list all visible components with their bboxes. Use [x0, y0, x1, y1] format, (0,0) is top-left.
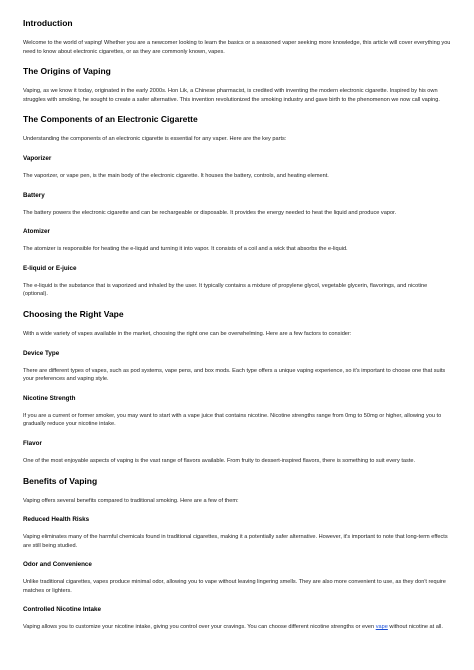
intro-heading: Introduction [23, 18, 73, 28]
device-heading: Device Type [23, 349, 60, 357]
control-heading: Controlled Nicotine Intake [23, 606, 102, 614]
device-paragraph: There are different types of vapes, such as pod systems, vape pens, and box mods. Each type offers a unique vaping experience, so it's important to choose one that suits your preferences and vaping style. [23, 367, 446, 383]
components-paragraph: Understanding the components of an electronic cigarette is essential for any vaper. Here are the key parts: [23, 136, 287, 143]
control-paragraph [23, 623, 451, 632]
choosing-paragraph: With a wide variety of vapes available in the market, choosing the right one can be overwhelming. Here are a few factors to consider: [23, 330, 352, 337]
odor-paragraph: Unlike traditional cigarettes, vapes produce minimal odor, allowing you to vape without leaving lingering smells. They are also more convenient to use, as they don't require matches or lighters. [23, 579, 446, 594]
control-text-before: Vaping allows you to customize your nicotine intake, giving you control over your cravings. You can choose different nicotine strengths or even [23, 624, 376, 631]
atomizer-heading: Atomizer [23, 228, 50, 236]
vaporizer-paragraph: The vaporizer, or vape pen, is the main body of the electronic cigarette. It houses the battery, controls, and heating element. [23, 172, 329, 179]
vaporizer-heading: Vaporizer [23, 154, 52, 162]
origins-paragraph: Vaping, as we know it today, originated in the early 2000s. Hon Lik, a Chinese pharmacist, is credited with inventing the modern electronic cigarette. Inspired by his own struggles with smoking, he sought to create a safer alternative. This invention revolutionized the smoking industry and gave birth to the phenomenon we now call vaping. [23, 88, 440, 103]
origins-heading: The Origins of Vaping [23, 66, 111, 77]
eliquid-paragraph: The e-liquid is the substance that is vaporized and inhaled by the user. It typically contains a mixture of propylene glycol, vegetable glycerin, flavorings, and nicotine (optional). [23, 282, 428, 298]
battery-paragraph: The battery powers the electronic cigarette and can be rechargeable or disposable. It provides the energy needed to heat the liquid and produce vapor. [23, 209, 397, 216]
control-text-after: without nicotine at all. [387, 624, 443, 631]
components-heading: The Components of an Electronic Cigarette [23, 114, 198, 125]
health-paragraph: Vaping eliminates many of the harmful chemicals found in traditional cigarettes, making it a potentially safer alternative. However, it's important to note that long-term effects are still being studied. [23, 534, 448, 549]
eliquid-heading: E-liquid or E-juice [23, 264, 77, 272]
nicotine-heading: Nicotine Strength [23, 394, 76, 402]
choosing-heading: Choosing the Right Vape [23, 308, 124, 319]
benefits-heading: Benefits of Vaping [23, 475, 98, 486]
benefits-paragraph: Vaping offers several benefits compared to traditional smoking. Here are a few of them: [23, 497, 239, 504]
health-heading: Reduced Health Risks [23, 516, 90, 524]
article [23, 18, 451, 632]
flavor-heading: Flavor [23, 439, 42, 447]
flavor-paragraph: One of the most enjoyable aspects of vaping is the vast range of flavors available. From fruity to dessert-inspired flavors, there is something to suit every taste. [23, 457, 416, 464]
battery-heading: Battery [23, 191, 45, 199]
odor-heading: Odor and Convenience [23, 561, 92, 569]
atomizer-paragraph: The atomizer is responsible for heating the e-liquid and turning it into vapor. It consists of a coil and a wick that absorbs the e-liquid. [23, 246, 348, 253]
intro-paragraph: Welcome to the world of vaping! Whether you are a newcomer looking to learn the basics or a seasoned vaper seeking more knowledge, this article will cover everything you need to know about electronic cigarettes, or as they are commonly known, vapes. [23, 40, 451, 55]
nicotine-paragraph: If you are a current or former smoker, you may want to start with a vape juice that contains nicotine. Nicotine strengths range from 0mg to 50mg or higher, allowing you to gradually reduce your nicotine intake. [23, 412, 442, 428]
vape-link[interactable]: vape [375, 624, 388, 631]
